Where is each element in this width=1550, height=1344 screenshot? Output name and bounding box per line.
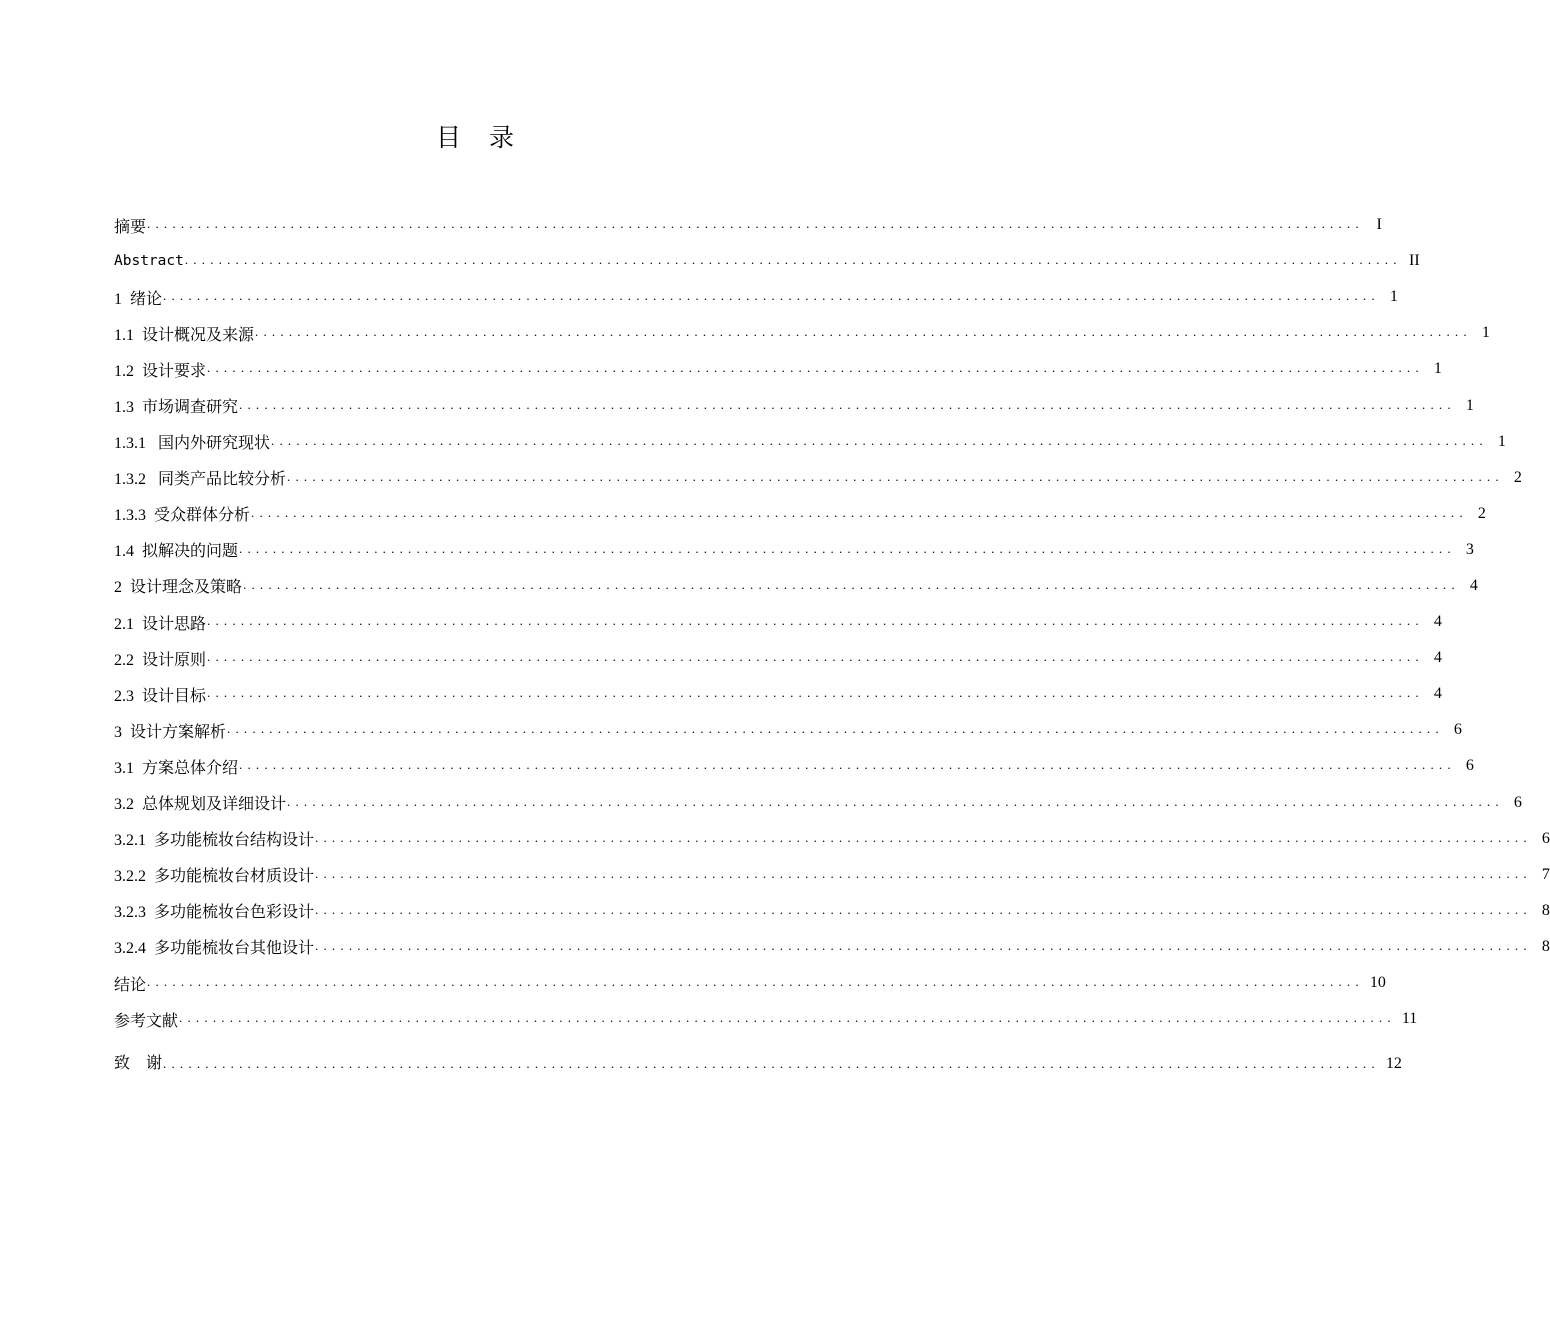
toc-entry-page: 1 [1497, 432, 1506, 450]
toc-entry[interactable] [114, 929, 1550, 965]
toc-entry-page: 7 [1541, 865, 1550, 883]
toc-entry[interactable] [114, 207, 1382, 243]
toc-entry-page: 2 [1513, 468, 1522, 486]
toc-leader-dots: ................................................................................................................................................ [207, 685, 1424, 701]
toc-leader-dots: ................................................................................................................................................ [315, 829, 1532, 845]
toc-entry-page: 10 [1369, 974, 1386, 992]
toc-entry[interactable] [114, 1037, 1402, 1077]
page-title: 目录 [435, 123, 542, 152]
toc-entry-label: 3.2.4 多功能梳妆台其他设计 [114, 940, 315, 958]
toc-entry-label: 1.1 设计概况及来源 [114, 326, 255, 344]
toc-leader-dots: ................................................................................................................................................ [147, 974, 1364, 990]
toc-entry-label: 2.1 设计思路 [114, 615, 207, 633]
toc-entry-page: 6 [1513, 793, 1522, 811]
toc-leader-dots: ................................................................................................................................................ [315, 937, 1532, 953]
toc-entry[interactable] [114, 965, 1386, 1001]
toc-entry[interactable] [114, 460, 1522, 496]
toc-leader-dots: ................................................................................................................................................ [207, 649, 1424, 665]
toc-leader-dots: ................................................................................................................................................ [255, 324, 1472, 340]
toc-entry-page: 8 [1541, 937, 1550, 955]
toc-entry-page: II [1409, 252, 1420, 270]
toc-entry-label: 摘要 [114, 218, 147, 236]
toc-entry-label: 1.3.1 国内外研究现状 [114, 435, 271, 453]
toc-leader-dots: ................................................................................................................................................ [184, 252, 1402, 268]
toc-entry-page: 1 [1389, 288, 1398, 306]
toc-leader-dots: ................................................................................................................................................ [207, 613, 1424, 629]
toc-entry-page: 6 [1453, 721, 1462, 739]
toc-leader-dots: ................................................................................................................................................ [271, 432, 1488, 448]
toc-entry-label: Abstract [114, 253, 184, 270]
toc-leader-dots: ................................................................................................................................................ [227, 721, 1444, 737]
toc-entry[interactable] [114, 351, 1442, 387]
toc-entry-page: 12 [1385, 1055, 1402, 1073]
toc-entry-label: 3.2 总体规划及详细设计 [114, 796, 287, 814]
toc-entry[interactable] [114, 785, 1522, 821]
toc-entry-page: 6 [1465, 757, 1474, 775]
toc-entry-page: 6 [1541, 829, 1550, 847]
toc-leader-dots: ................................................................................................................................................ [207, 360, 1424, 376]
toc-entry[interactable] [114, 857, 1550, 893]
toc-entry-label: 3.2.2 多功能梳妆台材质设计 [114, 868, 315, 886]
toc-entry[interactable] [114, 1001, 1418, 1037]
toc-entry[interactable] [114, 279, 1398, 315]
toc-entry[interactable] [114, 821, 1550, 857]
toc-entry-label: 1.3 市场调查研究 [114, 399, 239, 417]
toc-entry-label: 参考文献 [114, 1012, 179, 1030]
toc-entry-page: 3 [1465, 540, 1474, 558]
toc-leader-dots: ................................................................................................................................................ [315, 865, 1532, 881]
toc-entry[interactable] [114, 712, 1462, 748]
toc-entry-label: 1 绪论 [114, 290, 163, 308]
toc-entry[interactable] [114, 243, 1420, 279]
toc-entry-label: 3.1 方案总体介绍 [114, 759, 239, 777]
toc-leader-dots: ................................................................................................................................................ [243, 576, 1460, 592]
toc-leader-dots: ................................................................................................................................................ [239, 540, 1456, 556]
toc-entry-page: 2 [1477, 504, 1486, 522]
toc-leader-dots: ................................................................................................................................................ [239, 396, 1456, 412]
toc-entry-page: 4 [1469, 576, 1478, 594]
toc-entry-label: 2 设计理念及策略 [114, 579, 243, 597]
toc-entry-page: 1 [1433, 360, 1442, 378]
toc-entry-label: 2.3 设计目标 [114, 687, 207, 705]
toc-entry[interactable] [114, 676, 1442, 712]
toc-entry[interactable] [114, 387, 1474, 423]
toc-entry[interactable] [114, 496, 1486, 532]
toc-leader-dots: ................................................................................................................................................ [287, 793, 1504, 809]
toc-entry-label: 3.2.3 多功能梳妆台色彩设计 [114, 904, 315, 922]
toc-leader-dots: ................................................................................................................................................ [163, 288, 1380, 304]
toc-leader-dots: ................................................................................................................................................ [251, 504, 1468, 520]
toc-leader-dots: ................................................................................................................................................ [239, 757, 1456, 773]
toc-entry-label: 3.2.1 多功能梳妆台结构设计 [114, 832, 315, 850]
toc-entry-page: 4 [1433, 649, 1442, 667]
toc-entry[interactable] [114, 604, 1442, 640]
toc-entry[interactable] [114, 640, 1442, 676]
toc-entry-page: 4 [1433, 685, 1442, 703]
toc-entry-label: 结论 [114, 976, 147, 994]
toc-entry[interactable] [114, 568, 1478, 604]
toc-leader-dots: ................................................................................................................................................ [179, 1010, 1396, 1026]
toc-entry-label: 1.3.2 同类产品比较分析 [114, 471, 287, 489]
toc-entry-page: 1 [1481, 324, 1490, 342]
toc-entry-page: 4 [1433, 613, 1442, 631]
toc-leader-dots: ................................................................................................................................................ [287, 468, 1504, 484]
toc-leader-dots: ................................................................................................................................................ [147, 216, 1364, 232]
toc-entry-label: 1.3.3 受众群体分析 [114, 507, 251, 525]
toc-entry-page: I [1376, 216, 1382, 234]
toc-entry[interactable] [114, 748, 1474, 784]
toc-entry-label: 2.2 设计原则 [114, 651, 207, 669]
toc-entry-label: 1.4 拟解决的问题 [114, 543, 239, 561]
toc-entry[interactable] [114, 424, 1506, 460]
toc-entry[interactable] [114, 315, 1490, 351]
toc-entry-label: 3 设计方案解析 [114, 723, 227, 741]
toc-entry[interactable] [114, 893, 1550, 929]
toc-entry-label: 致 谢 [114, 1055, 163, 1073]
toc-entry-label: 1.2 设计要求 [114, 362, 207, 380]
toc-entry[interactable] [114, 532, 1474, 568]
toc-entry-page: 1 [1465, 396, 1474, 414]
table-of-contents [114, 207, 1550, 1077]
toc-leader-dots: ................................................................................................................................................ [315, 901, 1532, 917]
toc-leader-dots: ................................................................................................................................................ [163, 1056, 1380, 1072]
toc-entry-page: 8 [1541, 901, 1550, 919]
toc-entry-page: 11 [1401, 1010, 1418, 1028]
